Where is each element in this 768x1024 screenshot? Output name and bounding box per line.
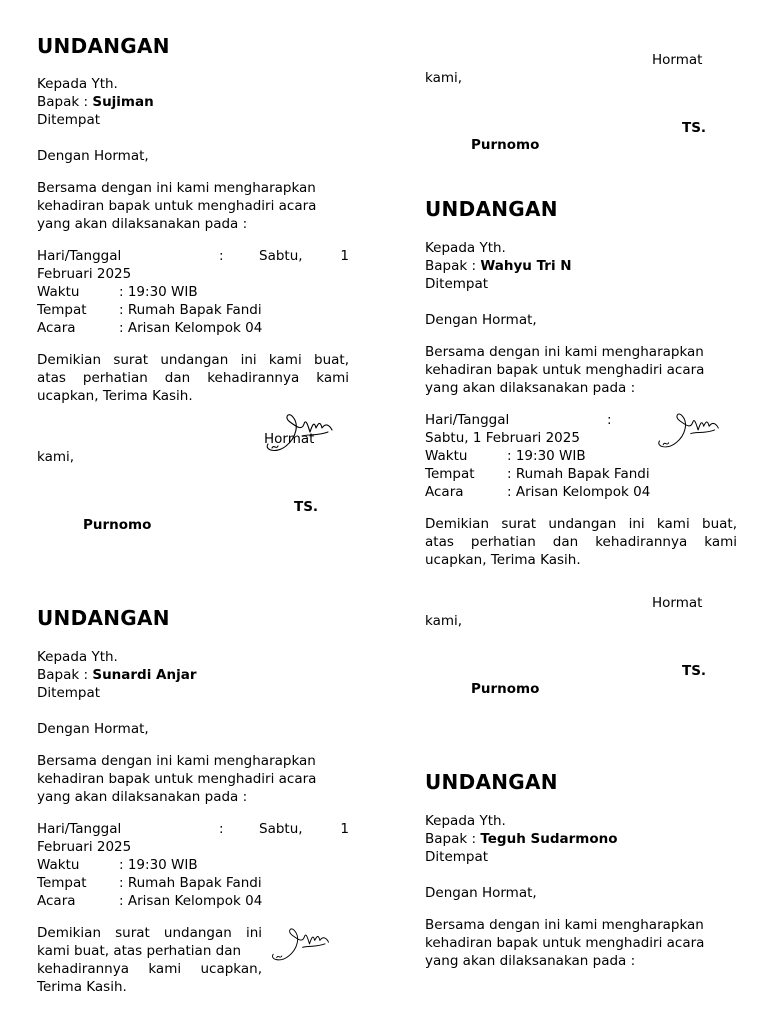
- hari-row: [37, 247, 349, 265]
- intro-line: yang akan dilaksanakan pada :: [37, 789, 248, 805]
- bapak-prefix: Bapak :: [425, 258, 477, 274]
- ditempat-text: Ditempat: [425, 849, 489, 865]
- intro-paragraph: [37, 752, 316, 806]
- waktu-label: Waktu: [425, 448, 468, 464]
- hari-date: 1: [340, 821, 349, 837]
- waktu-value: : 19:30 WIB: [119, 857, 198, 873]
- acara-label: Acara: [37, 320, 76, 336]
- recipient-name: Teguh Sudarmono: [480, 831, 618, 847]
- kami-text: kami,: [425, 613, 463, 629]
- hari-day: Sabtu,: [259, 248, 303, 264]
- signer-name: Purnomo: [471, 137, 540, 153]
- kami-text: kami,: [425, 70, 463, 86]
- hari-colon: :: [219, 248, 224, 264]
- ts-label: TS.: [682, 120, 707, 136]
- greeting-text: Dengan Hormat,: [425, 885, 537, 901]
- signer-name: Purnomo: [471, 681, 540, 697]
- hormat-text: Hormat: [264, 431, 315, 447]
- hormat-text: Hormat: [652, 595, 703, 611]
- waktu-label: Waktu: [37, 857, 80, 873]
- hari-value: Sabtu, 1 Februari 2025: [425, 430, 580, 446]
- recipient-line: [37, 666, 197, 684]
- closing-paragraph: [37, 351, 349, 405]
- intro-line: Bersama dengan ini kami mengharapkan: [425, 917, 704, 933]
- hari-date: 1: [340, 248, 349, 264]
- acara-label: Acara: [425, 484, 464, 500]
- letter-title: UNDANGAN: [425, 197, 558, 221]
- closing-line: kami buat, atas perhatian dan: [37, 943, 242, 959]
- closing-paragraph: [425, 515, 737, 569]
- closing-line: atas perhatian dan kehadirannya kami: [425, 534, 737, 550]
- closing-paragraph: [37, 924, 262, 996]
- recipient-salutation: Kepada Yth.: [425, 240, 506, 256]
- recipient-line: [37, 93, 154, 111]
- tempat-row: [425, 465, 650, 483]
- intro-line: yang akan dilaksanakan pada :: [37, 216, 248, 232]
- waktu-value: : 19:30 WIB: [507, 448, 586, 464]
- acara-label: Acara: [37, 893, 76, 909]
- ditempat-text: Ditempat: [37, 112, 101, 128]
- letter-title: UNDANGAN: [37, 606, 170, 630]
- greeting-text: Dengan Hormat,: [425, 312, 537, 328]
- acara-value: : Arisan Kelompok 04: [119, 320, 263, 336]
- recipient-name: Sunardi Anjar: [92, 667, 197, 683]
- hari-day: Sabtu,: [259, 821, 303, 837]
- bapak-prefix: Bapak :: [37, 667, 89, 683]
- bapak-prefix: Bapak :: [425, 831, 477, 847]
- hari-label: Hari/Tanggal: [37, 248, 122, 264]
- intro-line: kehadiran bapak untuk menghadiri acara: [425, 362, 705, 378]
- recipient-line: [425, 830, 618, 848]
- tempat-label: Tempat: [425, 466, 475, 482]
- hari-colon: :: [607, 412, 612, 428]
- signature-image: [268, 920, 332, 966]
- intro-line: kehadiran bapak untuk menghadiri acara: [425, 935, 705, 951]
- greeting-text: Dengan Hormat,: [37, 148, 149, 164]
- intro-line: yang akan dilaksanakan pada :: [425, 953, 636, 969]
- intro-paragraph: [37, 179, 316, 233]
- waktu-label: Waktu: [37, 284, 80, 300]
- hari-month-year: Februari 2025: [37, 839, 132, 855]
- hari-colon: :: [219, 821, 224, 837]
- tempat-row: [37, 874, 262, 892]
- intro-line: kehadiran bapak untuk menghadiri acara: [37, 198, 317, 214]
- kami-text: kami,: [37, 449, 75, 465]
- recipient-line: [425, 257, 572, 275]
- closing-line: Demikian surat undangan ini kami buat,: [37, 352, 349, 368]
- tempat-value: : Rumah Bapak Fandi: [119, 875, 262, 891]
- ts-label: TS.: [294, 499, 319, 515]
- acara-row: [37, 319, 262, 337]
- hari-label: Hari/Tanggal: [425, 412, 510, 428]
- recipient-salutation: Kepada Yth.: [37, 76, 118, 92]
- letter-title: UNDANGAN: [37, 34, 170, 58]
- waktu-row: [37, 856, 198, 874]
- intro-line: yang akan dilaksanakan pada :: [425, 380, 636, 396]
- ts-label: TS.: [682, 663, 707, 679]
- closing-line: Terima Kasih.: [37, 979, 127, 995]
- intro-line: Bersama dengan ini kami mengharapkan: [37, 180, 316, 196]
- intro-paragraph: [425, 916, 704, 970]
- intro-line: kehadiran bapak untuk menghadiri acara: [37, 771, 317, 787]
- recipient-salutation: Kepada Yth.: [37, 649, 118, 665]
- acara-row: [425, 483, 650, 501]
- tempat-label: Tempat: [37, 875, 87, 891]
- tempat-value: : Rumah Bapak Fandi: [507, 466, 650, 482]
- closing-line: Demikian surat undangan ini: [37, 925, 262, 941]
- hari-row: [37, 820, 349, 838]
- signature-image: [654, 404, 722, 454]
- waktu-row: [425, 447, 586, 465]
- tempat-label: Tempat: [37, 302, 87, 318]
- hari-label: Hari/Tanggal: [37, 821, 122, 837]
- hormat-text: Hormat: [652, 52, 703, 68]
- bapak-prefix: Bapak :: [37, 94, 89, 110]
- signer-name: Purnomo: [83, 517, 152, 533]
- waktu-value: : 19:30 WIB: [119, 284, 198, 300]
- ditempat-text: Ditempat: [425, 276, 489, 292]
- recipient-name: Wahyu Tri N: [480, 258, 572, 274]
- greeting-text: Dengan Hormat,: [37, 721, 149, 737]
- tempat-value: : Rumah Bapak Fandi: [119, 302, 262, 318]
- intro-line: Bersama dengan ini kami mengharapkan: [425, 344, 704, 360]
- acara-value: : Arisan Kelompok 04: [119, 893, 263, 909]
- closing-line: ucapkan, Terima Kasih.: [425, 552, 581, 568]
- recipient-name: Sujiman: [92, 94, 154, 110]
- closing-line: ucapkan, Terima Kasih.: [37, 388, 193, 404]
- hari-month-year: Februari 2025: [37, 266, 132, 282]
- acara-row: [37, 892, 262, 910]
- intro-paragraph: [425, 343, 704, 397]
- closing-line: atas perhatian dan kehadirannya kami: [37, 370, 349, 386]
- waktu-row: [37, 283, 198, 301]
- letter-title: UNDANGAN: [425, 770, 558, 794]
- recipient-salutation: Kepada Yth.: [425, 813, 506, 829]
- tempat-row: [37, 301, 262, 319]
- closing-line: Demikian surat undangan ini kami buat,: [425, 516, 737, 532]
- acara-value: : Arisan Kelompok 04: [507, 484, 651, 500]
- ditempat-text: Ditempat: [37, 685, 101, 701]
- intro-line: Bersama dengan ini kami mengharapkan: [37, 753, 316, 769]
- closing-line: kehadirannya kami ucapkan,: [37, 961, 262, 977]
